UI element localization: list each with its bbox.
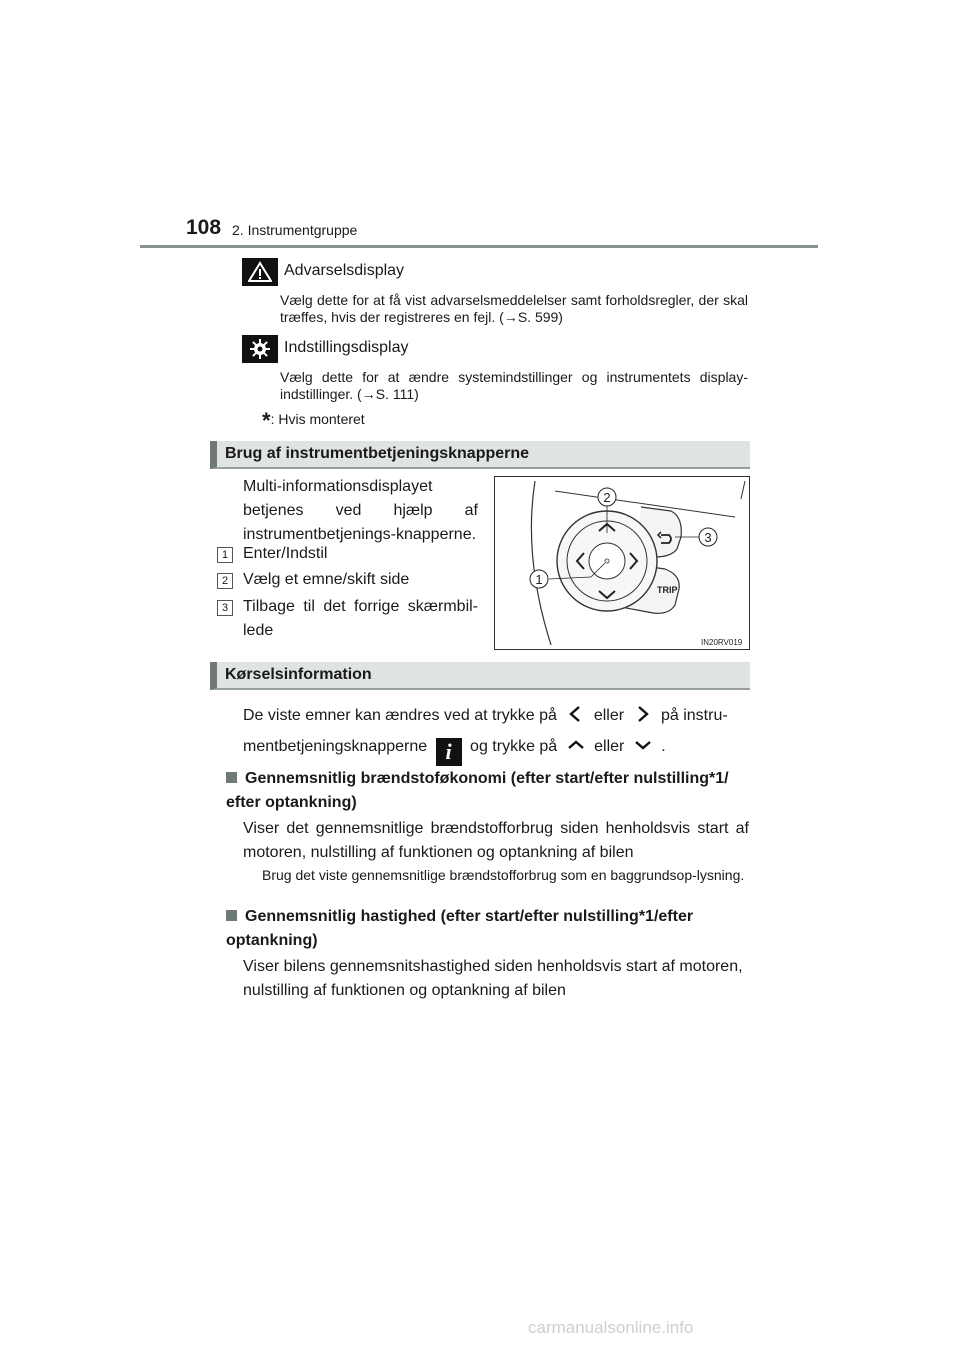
trip-button-label: TRIP — [657, 585, 678, 595]
bullet-square — [226, 772, 237, 783]
chapter-title: 2. Instrumentgruppe — [232, 222, 358, 238]
item-number: 2 — [217, 573, 233, 589]
chevron-right-icon — [629, 705, 657, 723]
section-bar-buttons: Brug af instrumentbetjeningsknapperne — [210, 441, 750, 469]
header-rule — [140, 245, 818, 248]
bullet-square — [226, 910, 237, 921]
page-number: 108 — [186, 216, 222, 239]
info-icon: i — [436, 738, 462, 766]
chevron-left-icon — [561, 705, 589, 723]
watermark: carmanualsonline.info — [528, 1318, 694, 1337]
list-item: 2 Vælg et emne/skift side — [217, 568, 409, 592]
item-heading: Gennemsnitlig brændstoføkonomi (efter start/efter nulstilling*1/ efter optankning) — [226, 770, 729, 811]
item-heading: Gennemsnitlig hastighed (efter start/efter nulstilling*1/efter optankning) — [226, 908, 694, 949]
settings-display-title: Indstillingsdisplay — [284, 339, 409, 356]
warning-icon — [242, 258, 278, 286]
figure-code: IN20RV019 — [701, 638, 743, 647]
warning-display-desc: Vælg dette for at få vist advarselsmeddelelser samt forholdsregler, der skal træffes, hvis der registreres en fejl. (→S. 599) — [280, 292, 748, 325]
callout-2: 2 — [603, 490, 611, 505]
item-note: Brug det viste gennemsnitlige brændstofforbrug som en baggrundsop-lysning. — [262, 867, 745, 883]
chevron-down-icon — [629, 737, 657, 753]
callout-3: 3 — [704, 530, 712, 545]
list-item — [217, 595, 243, 619]
item-number: 3 — [217, 600, 233, 616]
list-item: 1 Enter/Indstil — [217, 542, 327, 566]
callout-1: 1 — [535, 572, 543, 587]
settings-display-desc: Vælg dette for at ændre systemindstillinger og instrumentets display-indstillinger. (→S. 111) — [280, 369, 748, 402]
chevron-up-icon — [562, 737, 590, 753]
warning-display-title: Advarselsdisplay — [284, 262, 405, 279]
gear-icon — [242, 335, 278, 363]
section1-intro: Multi-informationsdisplayet betjenes ved hjælp af instrumentbetjenings-knapperne. — [243, 478, 478, 543]
steering-switch-figure — [494, 476, 750, 650]
section-bar-driving-info: Kørselsinformation — [210, 662, 750, 690]
item-number: 1 — [217, 547, 233, 563]
footnote: *: Hvis monteret — [262, 408, 365, 433]
list-item-text: Tilbage til det forrige skærmbil-lede — [243, 598, 478, 639]
item-text: Viser bilens gennemsnitshastighed siden henholdsvis start af motoren, nulstilling af funktionen og optankning af bilen — [243, 958, 743, 999]
section2-line2: mentbetjeningsknapperne i og trykke på eller . — [243, 738, 666, 764]
section2-line1: De viste emner kan ændres ved at trykke på eller på instru- — [243, 707, 728, 724]
item-text: Viser det gennemsnitlige brændstofforbrug siden henholdsvis start af motoren, nulstilling af funktionen og optankning af bilen — [243, 820, 749, 861]
asterisk: * — [262, 408, 271, 433]
